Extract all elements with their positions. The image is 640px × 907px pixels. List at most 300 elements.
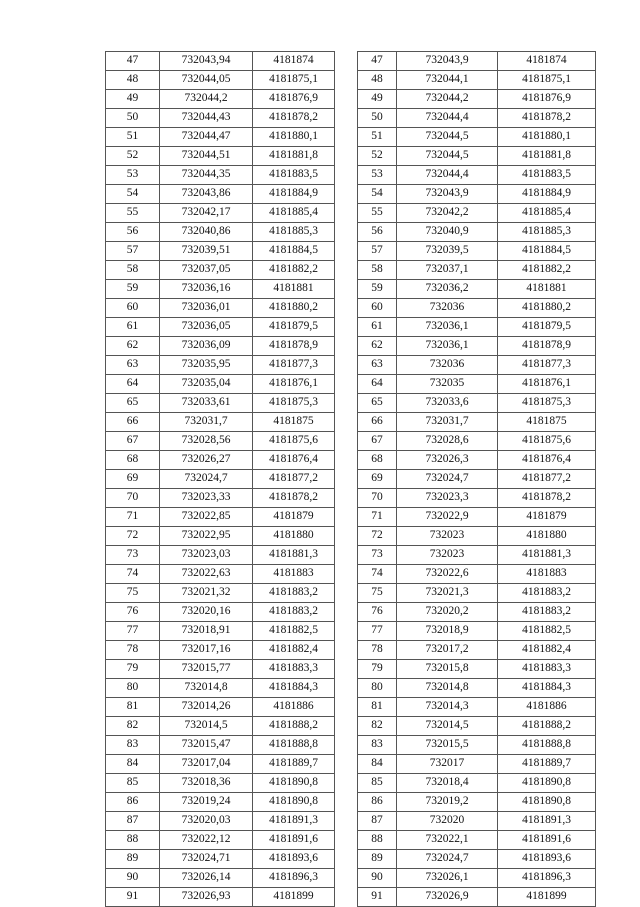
x-coordinate-cell: 732035,04 — [160, 375, 253, 394]
table-row — [106, 774, 335, 793]
table-row — [358, 489, 596, 508]
y-coordinate-cell: 4181878,2 — [498, 109, 596, 128]
y-coordinate-cell: 4181890,8 — [498, 774, 596, 793]
y-coordinate-cell: 4181877,2 — [498, 470, 596, 489]
point-number-cell: 80 — [106, 679, 160, 698]
y-coordinate-cell: 4181882,4 — [498, 641, 596, 660]
table-row — [106, 527, 335, 546]
table-row — [358, 52, 596, 71]
y-coordinate-cell: 4181875 — [253, 413, 335, 432]
x-coordinate-cell: 732017 — [397, 755, 498, 774]
point-number-cell: 86 — [106, 793, 160, 812]
table-row — [358, 223, 596, 242]
point-number-cell: 60 — [358, 299, 397, 318]
y-coordinate-cell: 4181882,4 — [253, 641, 335, 660]
x-coordinate-cell: 732024,7 — [397, 470, 498, 489]
x-coordinate-cell: 732022,95 — [160, 527, 253, 546]
table-row — [106, 565, 335, 584]
y-coordinate-cell: 4181878,9 — [498, 337, 596, 356]
y-coordinate-cell: 4181879,5 — [498, 318, 596, 337]
point-number-cell: 82 — [106, 717, 160, 736]
point-number-cell: 90 — [106, 869, 160, 888]
table-row — [358, 318, 596, 337]
y-coordinate-cell: 4181878,2 — [498, 489, 596, 508]
point-number-cell: 48 — [106, 71, 160, 90]
table-row — [106, 128, 335, 147]
x-coordinate-cell: 732026,1 — [397, 869, 498, 888]
x-coordinate-cell: 732014,5 — [160, 717, 253, 736]
y-coordinate-cell: 4181883,3 — [253, 660, 335, 679]
y-coordinate-cell: 4181882,2 — [498, 261, 596, 280]
x-coordinate-cell: 732014,8 — [160, 679, 253, 698]
x-coordinate-cell: 732015,8 — [397, 660, 498, 679]
x-coordinate-cell: 732020,16 — [160, 603, 253, 622]
y-coordinate-cell: 4181890,8 — [498, 793, 596, 812]
table-row — [106, 299, 335, 318]
x-coordinate-cell: 732014,5 — [397, 717, 498, 736]
y-coordinate-cell: 4181877,2 — [253, 470, 335, 489]
point-number-cell: 58 — [106, 261, 160, 280]
y-coordinate-cell: 4181882,5 — [498, 622, 596, 641]
point-number-cell: 89 — [106, 850, 160, 869]
y-coordinate-cell: 4181878,9 — [253, 337, 335, 356]
y-coordinate-cell: 4181875,1 — [498, 71, 596, 90]
y-coordinate-cell: 4181883 — [253, 565, 335, 584]
point-number-cell: 85 — [358, 774, 397, 793]
x-coordinate-cell: 732036 — [397, 299, 498, 318]
table-row — [106, 698, 335, 717]
table-row — [106, 793, 335, 812]
x-coordinate-cell: 732044,5 — [397, 147, 498, 166]
y-coordinate-cell: 4181879,5 — [253, 318, 335, 337]
x-coordinate-cell: 732036,1 — [397, 318, 498, 337]
x-coordinate-cell: 732035 — [397, 375, 498, 394]
y-coordinate-cell: 4181889,7 — [253, 755, 335, 774]
table-row — [106, 147, 335, 166]
table-row — [106, 736, 335, 755]
table-row — [106, 280, 335, 299]
point-number-cell: 73 — [106, 546, 160, 565]
table-row — [358, 204, 596, 223]
x-coordinate-cell: 732024,71 — [160, 850, 253, 869]
y-coordinate-cell: 4181899 — [253, 888, 335, 907]
table-row — [358, 337, 596, 356]
y-coordinate-cell: 4181882,5 — [253, 622, 335, 641]
point-number-cell: 68 — [358, 451, 397, 470]
y-coordinate-cell: 4181885,4 — [253, 204, 335, 223]
x-coordinate-cell: 732026,93 — [160, 888, 253, 907]
x-coordinate-cell: 732026,27 — [160, 451, 253, 470]
y-coordinate-cell: 4181882,2 — [253, 261, 335, 280]
table-row — [106, 223, 335, 242]
x-coordinate-cell: 732039,51 — [160, 242, 253, 261]
x-coordinate-cell: 732044,2 — [160, 90, 253, 109]
point-number-cell: 52 — [358, 147, 397, 166]
x-coordinate-cell: 732017,04 — [160, 755, 253, 774]
point-number-cell: 50 — [106, 109, 160, 128]
table-row — [358, 71, 596, 90]
table-row — [358, 451, 596, 470]
y-coordinate-cell: 4181888,2 — [253, 717, 335, 736]
y-coordinate-cell: 4181886 — [253, 698, 335, 717]
table-row — [358, 698, 596, 717]
table-row — [358, 508, 596, 527]
y-coordinate-cell: 4181883,2 — [253, 603, 335, 622]
y-coordinate-cell: 4181876,1 — [253, 375, 335, 394]
x-coordinate-cell: 732044,1 — [397, 71, 498, 90]
x-coordinate-cell: 732042,2 — [397, 204, 498, 223]
y-coordinate-cell: 4181878,2 — [253, 109, 335, 128]
y-coordinate-cell: 4181884,9 — [253, 185, 335, 204]
point-number-cell: 76 — [106, 603, 160, 622]
table-row — [106, 584, 335, 603]
y-coordinate-cell: 4181888,8 — [253, 736, 335, 755]
table-row — [358, 774, 596, 793]
point-number-cell: 56 — [106, 223, 160, 242]
y-coordinate-cell: 4181874 — [253, 52, 335, 71]
x-coordinate-cell: 732044,4 — [397, 166, 498, 185]
x-coordinate-cell: 732015,47 — [160, 736, 253, 755]
point-number-cell: 61 — [358, 318, 397, 337]
y-coordinate-cell: 4181890,8 — [253, 793, 335, 812]
y-coordinate-cell: 4181883,5 — [498, 166, 596, 185]
table-row — [358, 717, 596, 736]
point-number-cell: 81 — [106, 698, 160, 717]
x-coordinate-cell: 732026,3 — [397, 451, 498, 470]
table-row — [106, 413, 335, 432]
x-coordinate-cell: 732015,5 — [397, 736, 498, 755]
point-number-cell: 85 — [106, 774, 160, 793]
point-number-cell: 84 — [106, 755, 160, 774]
x-coordinate-cell: 732028,6 — [397, 432, 498, 451]
table-row — [358, 299, 596, 318]
x-coordinate-cell: 732023,03 — [160, 546, 253, 565]
coordinates-table-left-body — [106, 52, 335, 907]
y-coordinate-cell: 4181875 — [498, 413, 596, 432]
table-row — [358, 812, 596, 831]
x-coordinate-cell: 732043,9 — [397, 185, 498, 204]
table-row — [358, 527, 596, 546]
x-coordinate-cell: 732014,8 — [397, 679, 498, 698]
table-row — [106, 546, 335, 565]
table-row — [358, 375, 596, 394]
x-coordinate-cell: 732043,9 — [397, 52, 498, 71]
coordinates-table-right — [357, 51, 596, 907]
point-number-cell: 66 — [358, 413, 397, 432]
y-coordinate-cell: 4181889,7 — [498, 755, 596, 774]
x-coordinate-cell: 732021,3 — [397, 584, 498, 603]
point-number-cell: 51 — [106, 128, 160, 147]
table-row — [106, 242, 335, 261]
table-row — [106, 451, 335, 470]
point-number-cell: 67 — [106, 432, 160, 451]
x-coordinate-cell: 732022,1 — [397, 831, 498, 850]
point-number-cell: 83 — [106, 736, 160, 755]
y-coordinate-cell: 4181880,2 — [498, 299, 596, 318]
table-row — [358, 565, 596, 584]
point-number-cell: 62 — [358, 337, 397, 356]
coordinates-table-left — [105, 51, 335, 907]
table-row — [106, 185, 335, 204]
x-coordinate-cell: 732020,03 — [160, 812, 253, 831]
table-row — [358, 185, 596, 204]
table-row — [358, 356, 596, 375]
point-number-cell: 80 — [358, 679, 397, 698]
table-row — [358, 850, 596, 869]
x-coordinate-cell: 732024,7 — [160, 470, 253, 489]
y-coordinate-cell: 4181881,3 — [498, 546, 596, 565]
point-number-cell: 82 — [358, 717, 397, 736]
y-coordinate-cell: 4181885,3 — [498, 223, 596, 242]
x-coordinate-cell: 732028,56 — [160, 432, 253, 451]
x-coordinate-cell: 732036,01 — [160, 299, 253, 318]
table-row — [106, 109, 335, 128]
y-coordinate-cell: 4181893,6 — [498, 850, 596, 869]
point-number-cell: 47 — [358, 52, 397, 71]
x-coordinate-cell: 732035,95 — [160, 356, 253, 375]
table-row — [358, 394, 596, 413]
x-coordinate-cell: 732044,47 — [160, 128, 253, 147]
point-number-cell: 50 — [358, 109, 397, 128]
y-coordinate-cell: 4181891,6 — [498, 831, 596, 850]
x-coordinate-cell: 732042,17 — [160, 204, 253, 223]
point-number-cell: 61 — [106, 318, 160, 337]
table-row — [358, 147, 596, 166]
point-number-cell: 58 — [358, 261, 397, 280]
x-coordinate-cell: 732043,86 — [160, 185, 253, 204]
y-coordinate-cell: 4181893,6 — [253, 850, 335, 869]
y-coordinate-cell: 4181879 — [253, 508, 335, 527]
point-number-cell: 47 — [106, 52, 160, 71]
table-row — [358, 660, 596, 679]
x-coordinate-cell: 732039,5 — [397, 242, 498, 261]
table-row — [358, 128, 596, 147]
table-row — [106, 52, 335, 71]
y-coordinate-cell: 4181880,1 — [498, 128, 596, 147]
x-coordinate-cell: 732037,05 — [160, 261, 253, 280]
y-coordinate-cell: 4181883,5 — [253, 166, 335, 185]
y-coordinate-cell: 4181884,5 — [253, 242, 335, 261]
point-number-cell: 54 — [106, 185, 160, 204]
table-row — [358, 736, 596, 755]
y-coordinate-cell: 4181875,6 — [253, 432, 335, 451]
table-row — [358, 280, 596, 299]
point-number-cell: 86 — [358, 793, 397, 812]
point-number-cell: 79 — [358, 660, 397, 679]
table-row — [106, 90, 335, 109]
point-number-cell: 71 — [106, 508, 160, 527]
point-number-cell: 88 — [106, 831, 160, 850]
y-coordinate-cell: 4181884,9 — [498, 185, 596, 204]
y-coordinate-cell: 4181886 — [498, 698, 596, 717]
y-coordinate-cell: 4181891,3 — [498, 812, 596, 831]
x-coordinate-cell: 732036,1 — [397, 337, 498, 356]
x-coordinate-cell: 732018,36 — [160, 774, 253, 793]
table-row — [358, 641, 596, 660]
table-row — [358, 432, 596, 451]
point-number-cell: 81 — [358, 698, 397, 717]
point-number-cell: 88 — [358, 831, 397, 850]
point-number-cell: 51 — [358, 128, 397, 147]
y-coordinate-cell: 4181896,3 — [253, 869, 335, 888]
x-coordinate-cell: 732020,2 — [397, 603, 498, 622]
x-coordinate-cell: 732036,16 — [160, 280, 253, 299]
point-number-cell: 54 — [358, 185, 397, 204]
x-coordinate-cell: 732033,61 — [160, 394, 253, 413]
point-number-cell: 64 — [358, 375, 397, 394]
point-number-cell: 49 — [358, 90, 397, 109]
x-coordinate-cell: 732037,1 — [397, 261, 498, 280]
table-row — [358, 413, 596, 432]
table-row — [106, 888, 335, 907]
x-coordinate-cell: 732036,05 — [160, 318, 253, 337]
point-number-cell: 87 — [106, 812, 160, 831]
x-coordinate-cell: 732044,2 — [397, 90, 498, 109]
x-coordinate-cell: 732015,77 — [160, 660, 253, 679]
y-coordinate-cell: 4181884,3 — [498, 679, 596, 698]
y-coordinate-cell: 4181878,2 — [253, 489, 335, 508]
table-row — [106, 679, 335, 698]
point-number-cell: 83 — [358, 736, 397, 755]
x-coordinate-cell: 732031,7 — [397, 413, 498, 432]
x-coordinate-cell: 732023,3 — [397, 489, 498, 508]
x-coordinate-cell: 732040,86 — [160, 223, 253, 242]
x-coordinate-cell: 732018,9 — [397, 622, 498, 641]
point-number-cell: 79 — [106, 660, 160, 679]
y-coordinate-cell: 4181876,9 — [498, 90, 596, 109]
point-number-cell: 72 — [358, 527, 397, 546]
x-coordinate-cell: 732023 — [397, 527, 498, 546]
point-number-cell: 87 — [358, 812, 397, 831]
y-coordinate-cell: 4181891,6 — [253, 831, 335, 850]
point-number-cell: 70 — [358, 489, 397, 508]
point-number-cell: 74 — [358, 565, 397, 584]
x-coordinate-cell: 732043,94 — [160, 52, 253, 71]
y-coordinate-cell: 4181880,1 — [253, 128, 335, 147]
x-coordinate-cell: 732022,6 — [397, 565, 498, 584]
point-number-cell: 64 — [106, 375, 160, 394]
table-row — [358, 888, 596, 907]
y-coordinate-cell: 4181875,3 — [253, 394, 335, 413]
table-row — [106, 394, 335, 413]
x-coordinate-cell: 732044,43 — [160, 109, 253, 128]
x-coordinate-cell: 732023 — [397, 546, 498, 565]
y-coordinate-cell: 4181881,8 — [498, 147, 596, 166]
y-coordinate-cell: 4181879 — [498, 508, 596, 527]
x-coordinate-cell: 732019,24 — [160, 793, 253, 812]
table-row — [106, 375, 335, 394]
y-coordinate-cell: 4181890,8 — [253, 774, 335, 793]
point-number-cell: 53 — [106, 166, 160, 185]
y-coordinate-cell: 4181888,2 — [498, 717, 596, 736]
point-number-cell: 52 — [106, 147, 160, 166]
point-number-cell: 70 — [106, 489, 160, 508]
x-coordinate-cell: 732044,05 — [160, 71, 253, 90]
point-number-cell: 60 — [106, 299, 160, 318]
y-coordinate-cell: 4181881,8 — [253, 147, 335, 166]
x-coordinate-cell: 732024,7 — [397, 850, 498, 869]
table-row — [106, 717, 335, 736]
point-number-cell: 63 — [358, 356, 397, 375]
point-number-cell: 49 — [106, 90, 160, 109]
point-number-cell: 90 — [358, 869, 397, 888]
table-row — [106, 603, 335, 622]
y-coordinate-cell: 4181883,2 — [498, 603, 596, 622]
y-coordinate-cell: 4181884,3 — [253, 679, 335, 698]
table-row — [106, 166, 335, 185]
y-coordinate-cell: 4181888,8 — [498, 736, 596, 755]
table-row — [106, 869, 335, 888]
x-coordinate-cell: 732014,26 — [160, 698, 253, 717]
point-number-cell: 91 — [358, 888, 397, 907]
y-coordinate-cell: 4181883,2 — [498, 584, 596, 603]
point-number-cell: 67 — [358, 432, 397, 451]
point-number-cell: 78 — [106, 641, 160, 660]
table-row — [358, 622, 596, 641]
point-number-cell: 75 — [106, 584, 160, 603]
table-row — [358, 793, 596, 812]
point-number-cell: 57 — [106, 242, 160, 261]
x-coordinate-cell: 732022,63 — [160, 565, 253, 584]
point-number-cell: 55 — [106, 204, 160, 223]
y-coordinate-cell: 4181876,9 — [253, 90, 335, 109]
y-coordinate-cell: 4181883,2 — [253, 584, 335, 603]
table-row — [106, 204, 335, 223]
point-number-cell: 78 — [358, 641, 397, 660]
point-number-cell: 55 — [358, 204, 397, 223]
x-coordinate-cell: 732036 — [397, 356, 498, 375]
y-coordinate-cell: 4181883 — [498, 565, 596, 584]
x-coordinate-cell: 732014,3 — [397, 698, 498, 717]
x-coordinate-cell: 732026,14 — [160, 869, 253, 888]
point-number-cell: 65 — [358, 394, 397, 413]
table-row — [358, 109, 596, 128]
x-coordinate-cell: 732019,2 — [397, 793, 498, 812]
point-number-cell: 68 — [106, 451, 160, 470]
x-coordinate-cell: 732044,5 — [397, 128, 498, 147]
table-row — [358, 603, 596, 622]
x-coordinate-cell: 732018,91 — [160, 622, 253, 641]
table-row — [106, 318, 335, 337]
y-coordinate-cell: 4181876,4 — [253, 451, 335, 470]
y-coordinate-cell: 4181891,3 — [253, 812, 335, 831]
table-row — [106, 261, 335, 280]
x-coordinate-cell: 732026,9 — [397, 888, 498, 907]
point-number-cell: 91 — [106, 888, 160, 907]
point-number-cell: 71 — [358, 508, 397, 527]
y-coordinate-cell: 4181884,5 — [498, 242, 596, 261]
y-coordinate-cell: 4181883,3 — [498, 660, 596, 679]
x-coordinate-cell: 732044,35 — [160, 166, 253, 185]
y-coordinate-cell: 4181881 — [498, 280, 596, 299]
point-number-cell: 75 — [358, 584, 397, 603]
x-coordinate-cell: 732022,85 — [160, 508, 253, 527]
table-row — [106, 660, 335, 679]
y-coordinate-cell: 4181875,6 — [498, 432, 596, 451]
point-number-cell: 53 — [358, 166, 397, 185]
table-row — [106, 755, 335, 774]
table-row — [358, 755, 596, 774]
point-number-cell: 62 — [106, 337, 160, 356]
point-number-cell: 69 — [106, 470, 160, 489]
y-coordinate-cell: 4181880 — [253, 527, 335, 546]
table-row — [358, 869, 596, 888]
table-row — [358, 166, 596, 185]
point-number-cell: 77 — [358, 622, 397, 641]
y-coordinate-cell: 4181877,3 — [253, 356, 335, 375]
point-number-cell: 72 — [106, 527, 160, 546]
table-row — [358, 90, 596, 109]
